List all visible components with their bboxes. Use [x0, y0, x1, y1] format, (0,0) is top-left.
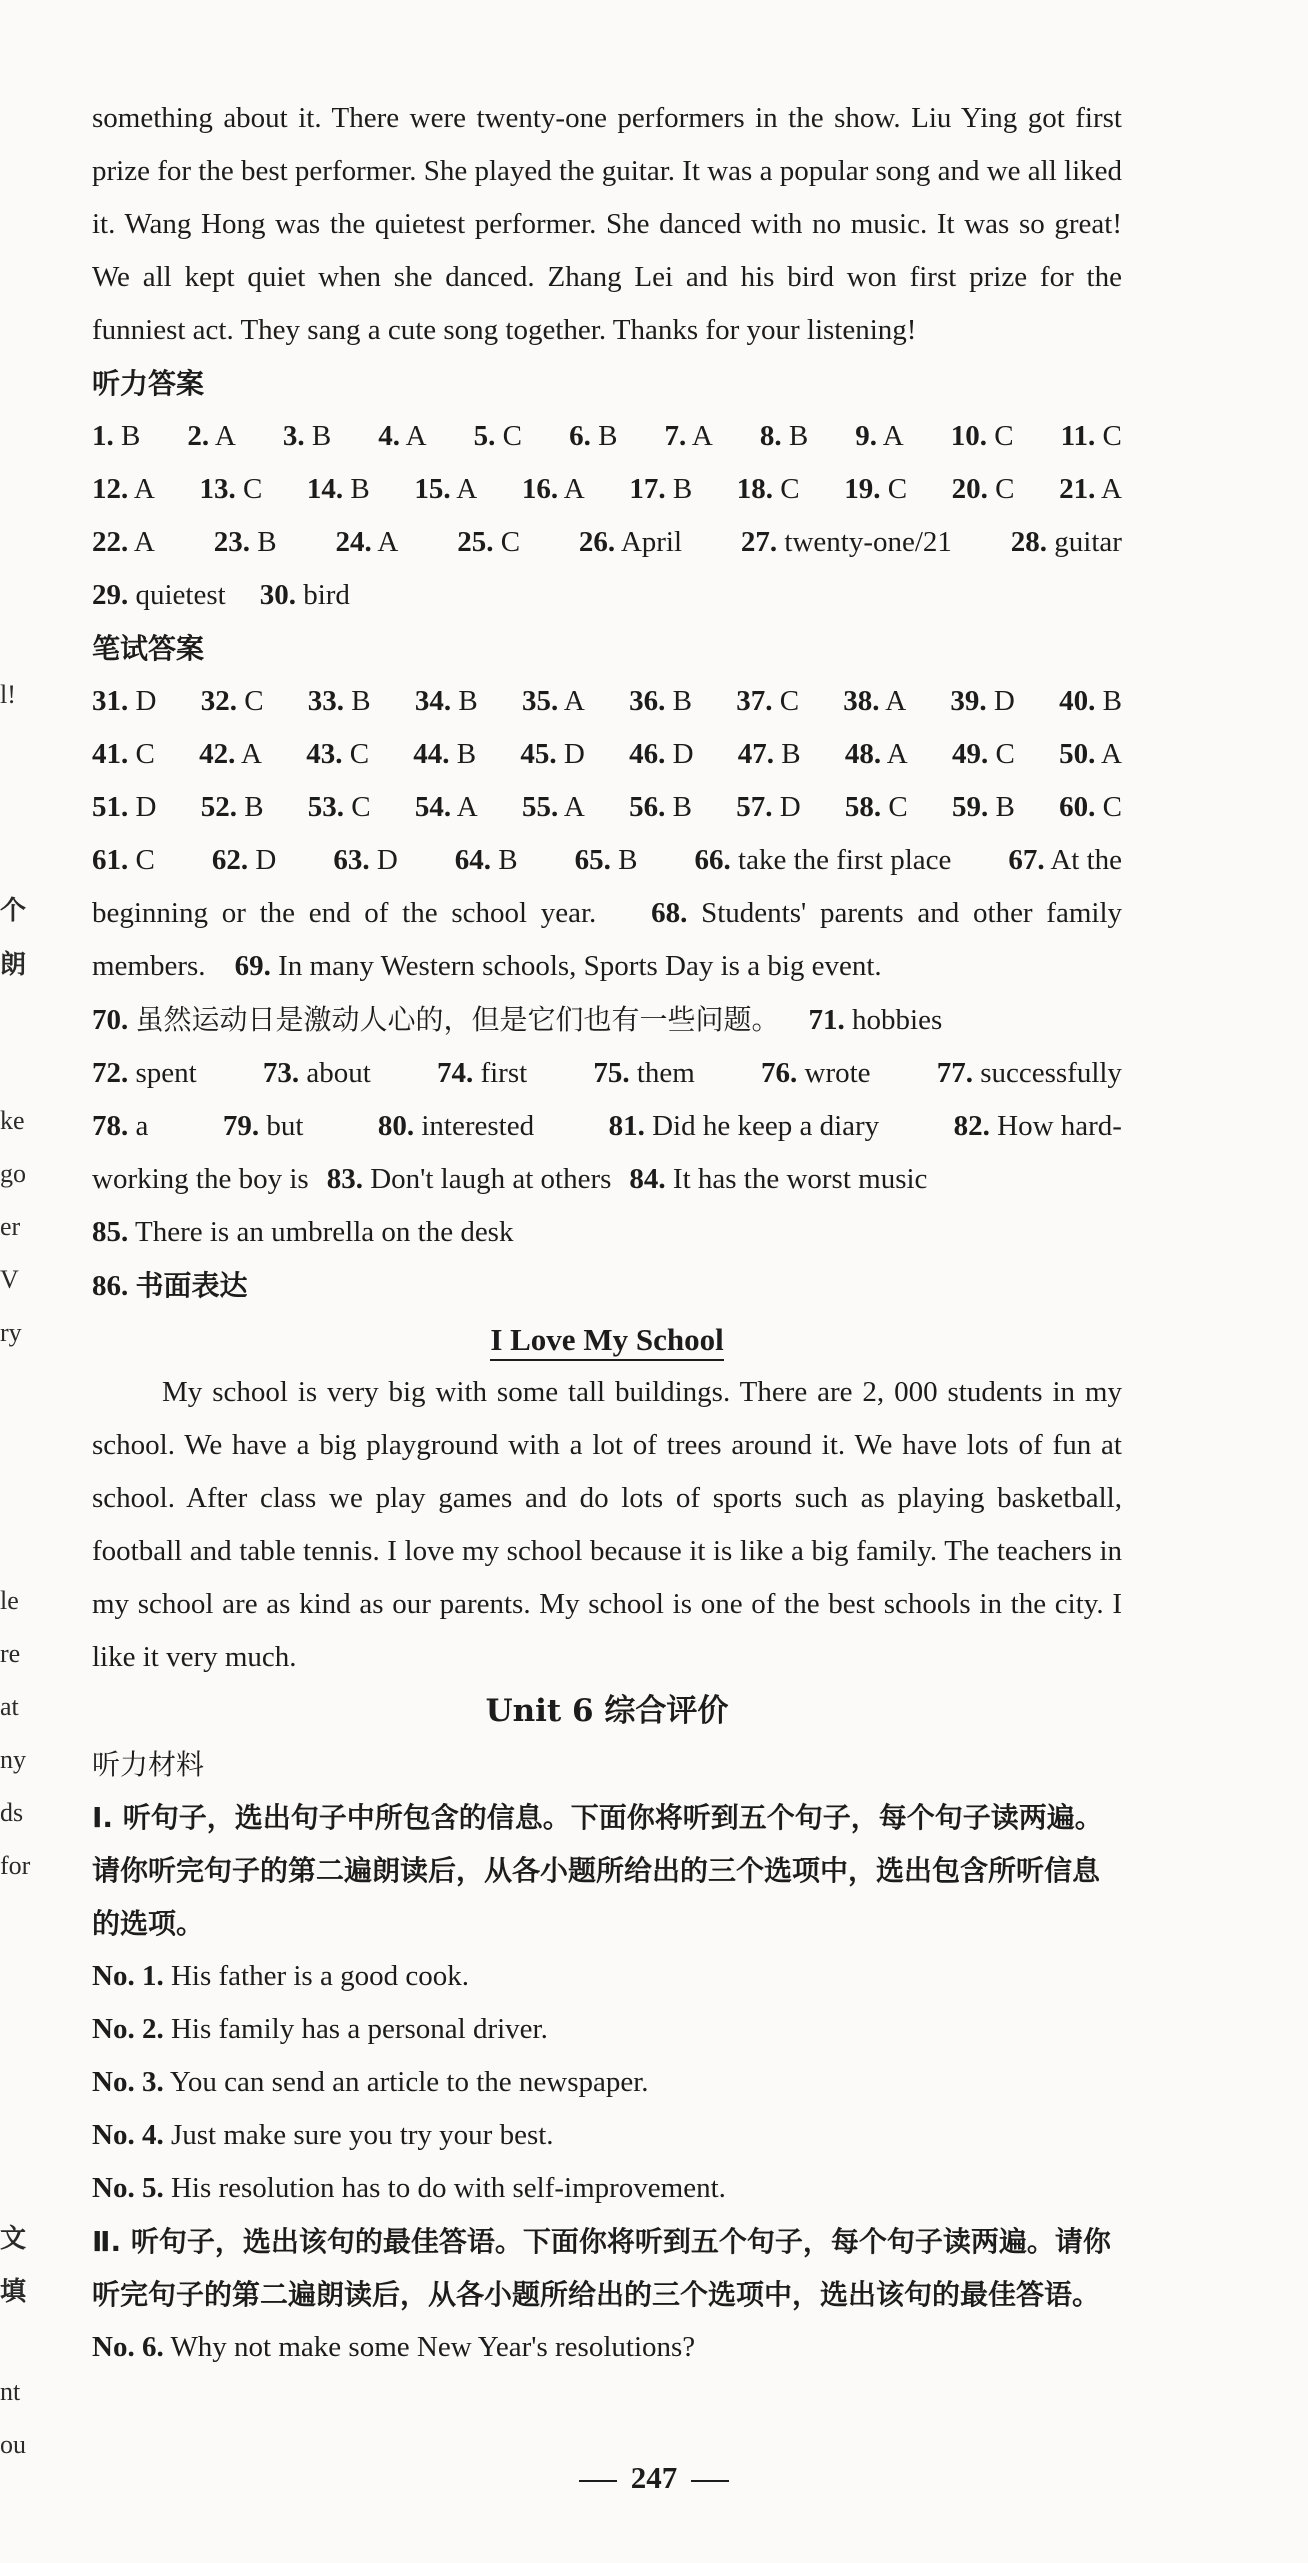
answer-row: [92, 675, 1122, 728]
answer-item: 38. A: [843, 685, 907, 717]
answer-item: 31. D: [92, 685, 157, 717]
sentence-item: No. 4. Just make sure you try your best.: [92, 2119, 554, 2151]
answer-item: 12. A: [92, 473, 155, 505]
sentence-item: No. 3. You can send an article to the newspaper.: [92, 2066, 649, 2098]
answer-item: 37. C: [736, 685, 800, 717]
page-number: 247: [0, 2460, 1308, 2496]
answer-item: 67. At the: [1008, 844, 1122, 876]
margin-fragment: nt: [0, 2377, 21, 2406]
answer-item: 81. Did he keep a diary: [608, 1110, 880, 1142]
answer-item: 72. spent: [92, 1057, 197, 1089]
answer-row: [92, 1153, 1122, 1206]
answer-item: 83. Don't laugh at others: [326, 1163, 612, 1195]
answer-item: 79. but: [222, 1110, 304, 1142]
answer-item: 43. C: [306, 738, 370, 770]
margin-fragment: l!: [0, 680, 16, 709]
answer-item: 6. B: [569, 420, 618, 452]
answer-item: 14. B: [306, 473, 370, 505]
answer-item: 61. C: [92, 844, 155, 876]
answer-item: 13. C: [199, 473, 263, 505]
margin-fragment: at: [0, 1692, 19, 1721]
answer-item: 26. April: [578, 526, 683, 558]
answer-item: working the boy is: [92, 1163, 309, 1195]
answer-item: 18. C: [736, 473, 800, 505]
answer-item: 32. C: [200, 685, 264, 717]
answer-item: 45. D: [520, 738, 585, 770]
answer-row: [92, 834, 1122, 887]
answer-row: [92, 781, 1122, 834]
listening-answers: [92, 410, 1122, 622]
answer-row: [92, 1047, 1122, 1100]
answer-item: 33. B: [307, 685, 371, 717]
answer-item: 42. A: [199, 738, 262, 770]
answer-item: 53. C: [307, 791, 371, 823]
margin-fragment: ou: [0, 2430, 26, 2459]
answer-item: 51. D: [92, 791, 157, 823]
answer-85: 85. There is an umbrella on the desk: [92, 1216, 514, 1248]
answer-item: 65. B: [574, 844, 638, 876]
left-margin-fragments: [0, 0, 30, 2563]
answer-item: 47. B: [737, 738, 801, 770]
answer-item: 77. successfully: [936, 1057, 1122, 1089]
answer-item: 36. B: [629, 685, 692, 717]
margin-fragment: re: [0, 1639, 21, 1668]
answer-row: [92, 1100, 1122, 1153]
answer-item: 10. C: [950, 420, 1014, 452]
answer-item: 66. take the first place: [694, 844, 952, 876]
written-answers-heading: 笔试答案: [92, 632, 205, 665]
margin-fragment: 文: [0, 2224, 27, 2254]
sentence-item: No. 1. His father is a good cook.: [92, 1960, 469, 1992]
answer-item: 59. B: [952, 791, 1015, 823]
answer-item: 3. B: [282, 420, 332, 452]
part1-instructions: Ⅰ. 听句子，选出句子中所包含的信息。下面你将听到五个句子，每个句子读两遍。请你听完句子的第二遍朗读后，从各小题所给出的三个选项中，选出包含所听信息的选项。: [92, 1801, 1103, 1940]
margin-fragment: ke: [0, 1106, 25, 1135]
answer-item: 74. first: [436, 1057, 528, 1089]
margin-fragment: le: [0, 1586, 19, 1615]
answer-item: 40. B: [1059, 685, 1122, 717]
answer-item: 52. B: [200, 791, 264, 823]
answer-item: 29. quietest: [92, 579, 226, 611]
answer-item: 58. C: [844, 791, 908, 823]
answer-item: 73. about: [262, 1057, 371, 1089]
sentence-item: No. 2. His family has a personal driver.: [92, 2013, 548, 2045]
margin-fragment: ny: [0, 1745, 26, 1774]
unit-title: Unit 6 综合评价: [485, 1693, 729, 1729]
answer-item: 44. B: [413, 738, 477, 770]
answer-item: 41. C: [92, 738, 155, 770]
margin-fragment: 朗: [0, 950, 27, 980]
answer-item: 27. twenty-one/21: [740, 526, 952, 558]
answer-item: 56. B: [629, 791, 692, 823]
answer-item: 23. B: [213, 526, 277, 558]
answer-item: 22. A: [92, 526, 155, 558]
answer-item: 80. interested: [377, 1110, 535, 1142]
answer-item: 78. a: [92, 1110, 149, 1142]
answer-item: 48. A: [844, 738, 908, 770]
answer-row: [92, 463, 1122, 516]
answer-item: 50. A: [1059, 738, 1122, 770]
answer-item: 5. C: [473, 420, 522, 452]
sentence-item: No. 6. Why not make some New Year's resolutions?: [92, 2331, 696, 2363]
listening-answers-heading: 听力答案: [92, 367, 205, 400]
answer-item: 49. C: [952, 738, 1015, 770]
answer-item: 16. A: [521, 473, 585, 505]
answer-item: 17. B: [629, 473, 693, 505]
answer-item: 54. A: [414, 791, 478, 823]
answer-item: 57. D: [736, 791, 801, 823]
answer-item: 21. A: [1059, 473, 1122, 505]
answer-item: 62. D: [211, 844, 277, 876]
margin-fragment: 个: [0, 896, 27, 926]
margin-fragment: for: [0, 1851, 31, 1880]
answer-item: 64. B: [454, 844, 518, 876]
footer-dash: [579, 2480, 617, 2482]
answer-item: 15. A: [414, 473, 478, 505]
answer-86: 86. 书面表达: [92, 1269, 248, 1302]
answer-item: 2. A: [187, 420, 236, 452]
answer-item: 34. B: [414, 685, 478, 717]
material-heading: 听力材料: [92, 1748, 205, 1781]
answer-item: 55. A: [522, 791, 585, 823]
margin-fragment: ds: [0, 1798, 24, 1827]
margin-fragment: ry: [0, 1318, 22, 1347]
margin-fragment: er: [0, 1212, 21, 1241]
answer-item: 19. C: [844, 473, 908, 505]
answer-item: 7. A: [664, 420, 713, 452]
answer-item: 35. A: [521, 685, 585, 717]
sentence-item: No. 5. His resolution has to do with self-improvement.: [92, 2172, 726, 2204]
answer-item: 20. C: [951, 473, 1015, 505]
margin-fragment: go: [0, 1159, 26, 1188]
answer-row: [92, 728, 1122, 781]
answer-item: 25. C: [457, 526, 521, 558]
intro-paragraph: something about it. There were twenty-one performers in the show. Liu Ying got first prize for the best performer. She played the guitar. It was a popular song and we all liked it. Wang Hong was the quietest performer. She danced with no music. It was so great! We all kept quiet when she danced. Zhang Lei and his bird won first prize for the funniest act. They sang a cute song together. Thanks for your listening!: [92, 102, 1122, 346]
answer-item: 84. It has the worst music: [629, 1163, 928, 1195]
answer-row: [92, 516, 1122, 569]
answer-item: 8. B: [759, 420, 809, 452]
answer-item: 75. them: [593, 1057, 695, 1089]
answer-item: 82. How hard-: [953, 1110, 1122, 1142]
answer-item: 24. A: [335, 526, 399, 558]
margin-fragment: 填: [0, 2277, 27, 2307]
answer-row: [92, 410, 1122, 463]
answer-item: 76. wrote: [761, 1057, 871, 1089]
answers-67-to-71: beginning or the end of the school year. 68. Students' parents and other family members. 69. In many Western schools, Sports Day is a big event. 70. 虽然运动日是激动人心的，但是它们也有一些问题。 71. hobbies: [92, 897, 1123, 1036]
answer-item: 46. D: [629, 738, 694, 770]
essay-body: My school is very big with some tall buildings. There are 2, 000 students in my school. We have a big playground with a lot of trees around it. We have lots of fun at school. After class we play games and do lots of sports such as playing basketball, football and table tennis. I love my school because it is like a big family. The teachers in my school are as kind as our parents. My school is one of the best schools in the city. I like it very much.: [92, 1376, 1122, 1673]
answer-row: [92, 569, 1122, 622]
essay-title: I Love My School: [92, 1313, 1122, 1366]
part2-instructions: Ⅱ. 听句子，选出该句的最佳答语。下面你将听到五个句子，每个句子读两遍。请你听完句子的第二遍朗读后，从各小题所给出的三个选项中，选出该句的最佳答语。: [92, 2225, 1111, 2311]
answer-item: 28. guitar: [1010, 526, 1122, 558]
answer-item: 4. A: [378, 420, 427, 452]
answer-item: 1. B: [92, 420, 141, 452]
footer-dash: [691, 2480, 729, 2482]
answer-item: 63. D: [333, 844, 398, 876]
answer-page: [92, 92, 1122, 2374]
answer-item: 11. C: [1060, 420, 1122, 452]
margin-fragment: V: [0, 1265, 19, 1294]
written-answers: [92, 675, 1122, 1313]
answer-item: 9. A: [855, 420, 904, 452]
answer-item: 60. C: [1059, 791, 1122, 823]
answer-item: 39. D: [950, 685, 1015, 717]
answer-item: 30. bird: [259, 579, 350, 611]
